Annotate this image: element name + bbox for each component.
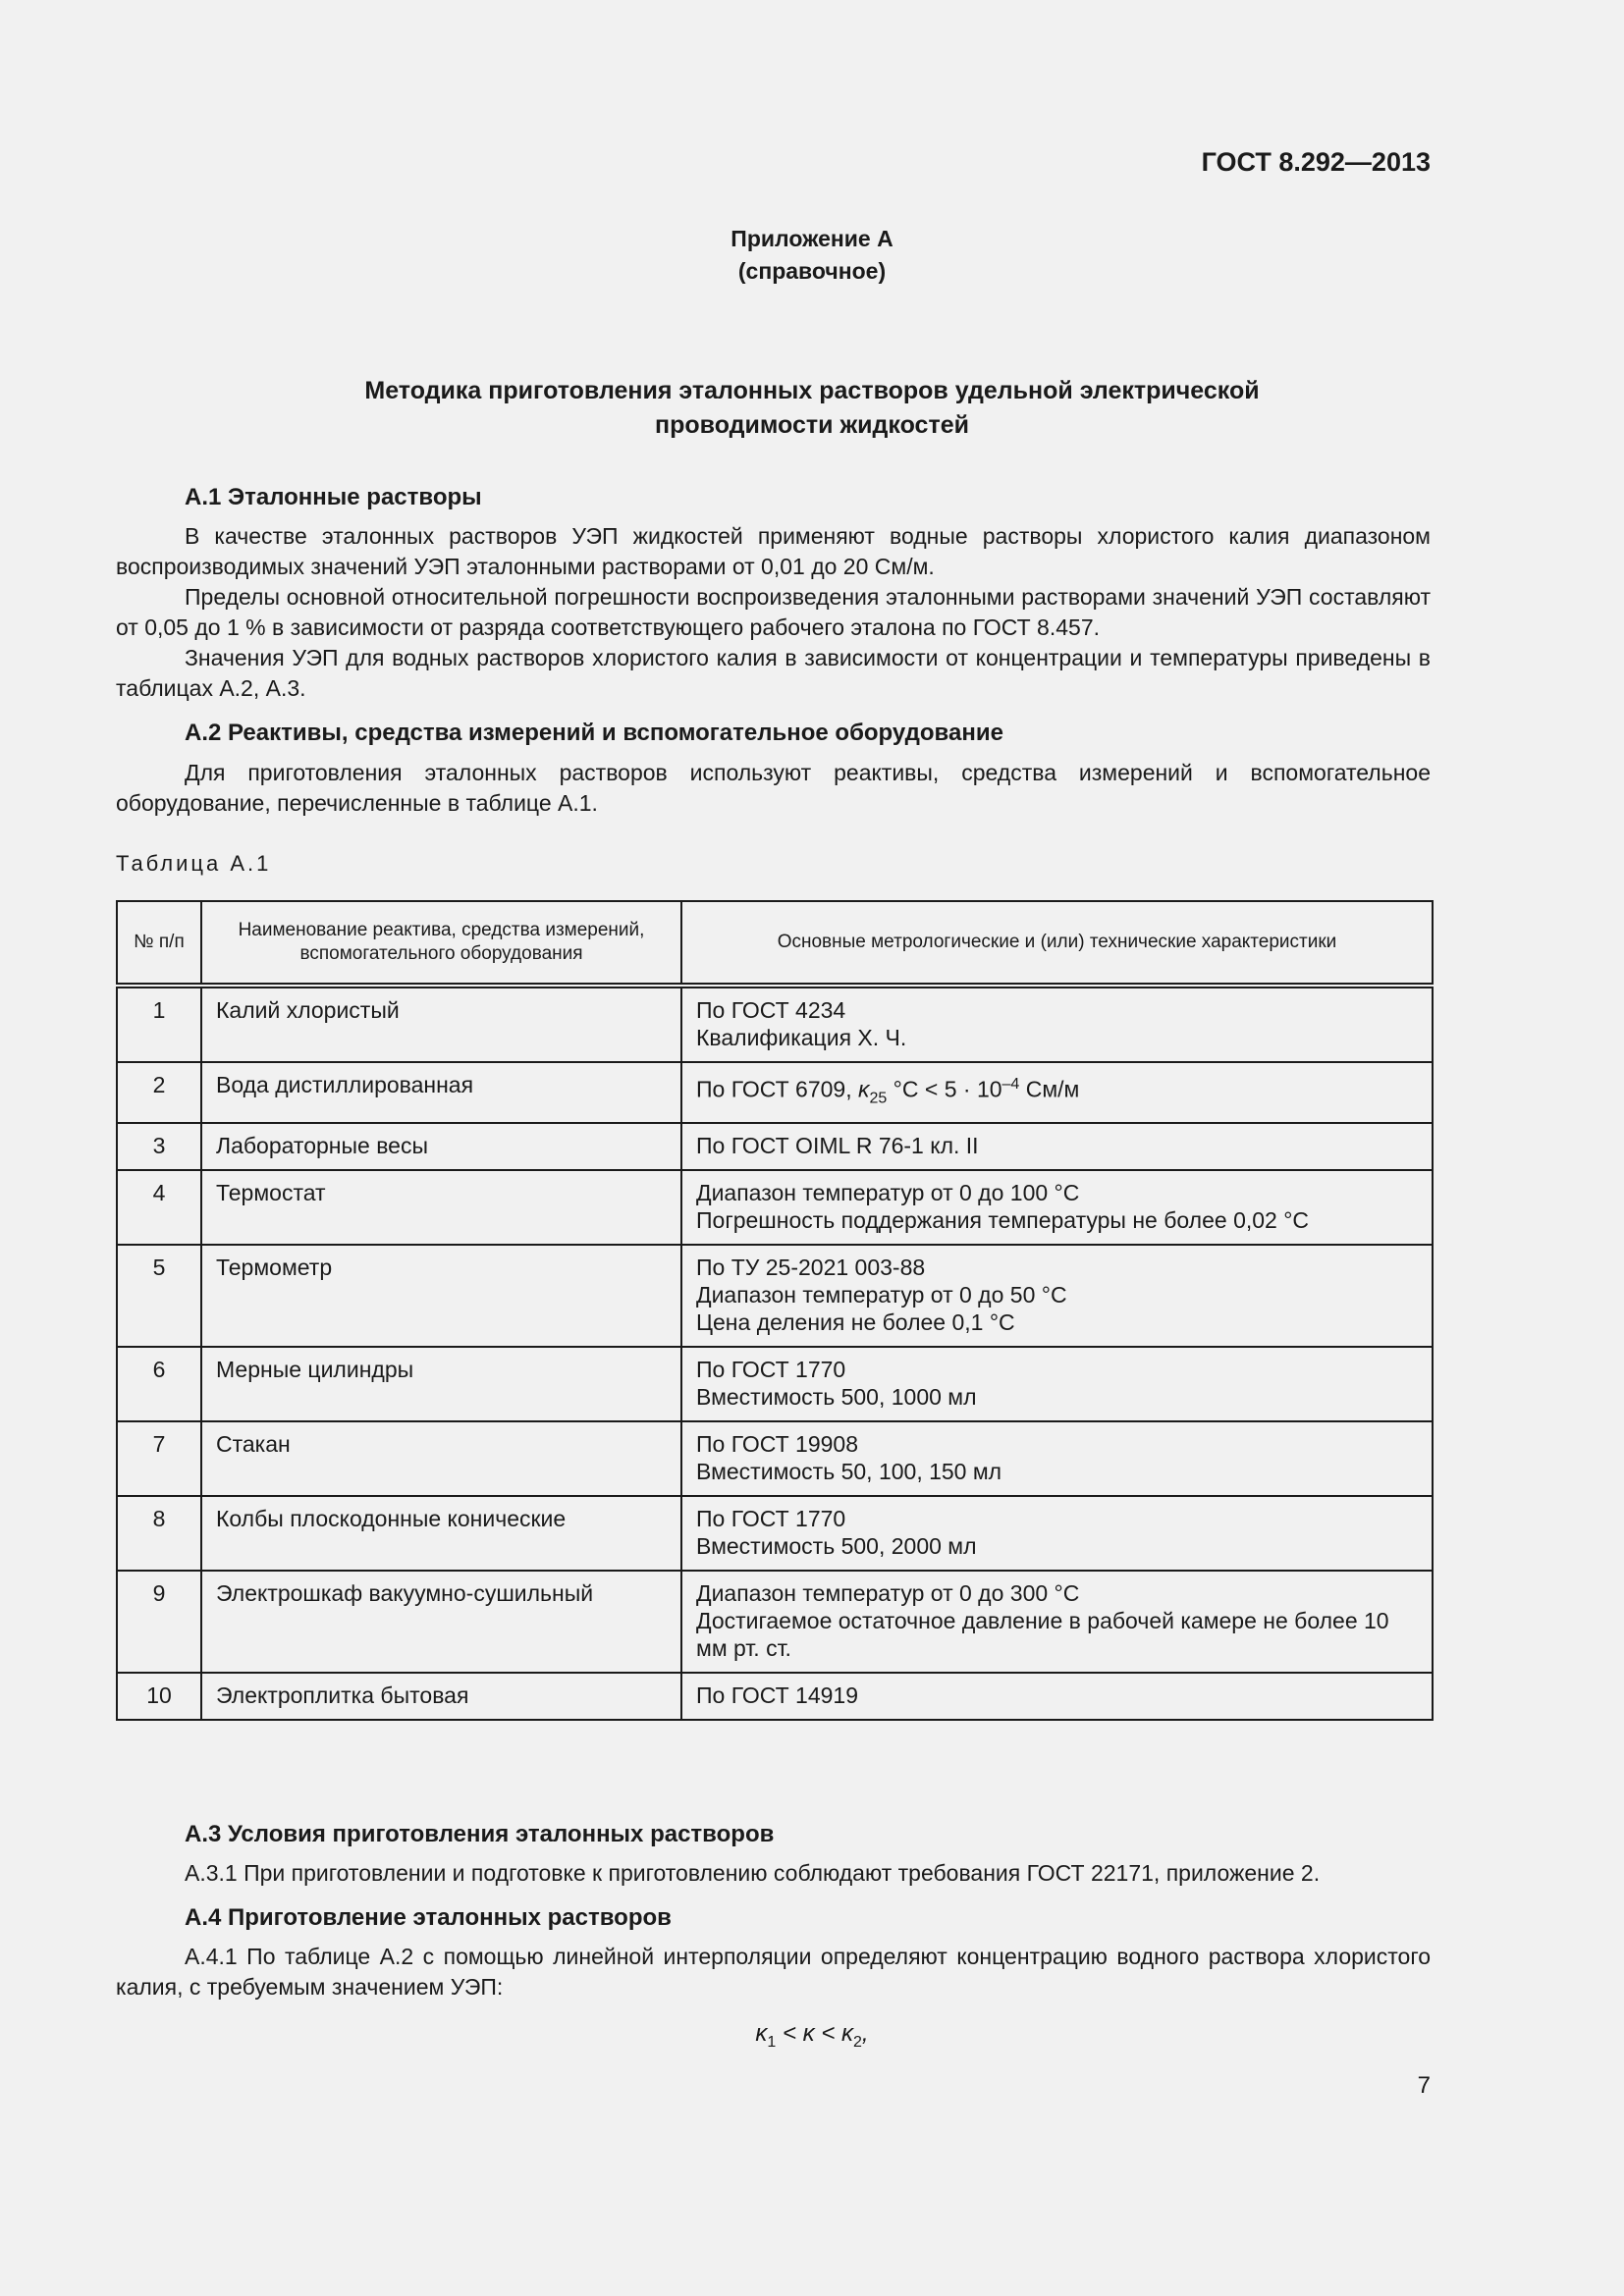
cell-num: 9 bbox=[117, 1571, 201, 1673]
spec-line: Вместимость 50, 100, 150 мл bbox=[696, 1459, 1002, 1485]
cell-name: Электроплитка бытовая bbox=[201, 1673, 681, 1720]
spec-line: Цена деления не более 0,1 °С bbox=[696, 1309, 1015, 1336]
cell-num: 2 bbox=[117, 1062, 201, 1123]
formula bbox=[0, 2020, 1624, 2052]
section-a2-heading: А.2 Реактивы, средства измерений и вспомогательное оборудование bbox=[185, 720, 1003, 746]
spec-pre: По ГОСТ 6709, bbox=[696, 1076, 858, 1102]
spec-line: Диапазон температур от 0 до 50 °С bbox=[696, 1282, 1067, 1308]
spec-line: По ГОСТ 1770 bbox=[696, 1357, 846, 1383]
spec-line: По ТУ 25-2021 003-88 bbox=[696, 1255, 926, 1281]
spec-line: Погрешность поддержания температуры не более 0,02 °С bbox=[696, 1207, 1310, 1234]
section-a4-heading: А.4 Приготовление эталонных растворов bbox=[185, 1904, 672, 1931]
kappa-symbol: κ bbox=[841, 2020, 854, 2047]
spec-line: По ГОСТ 1770 bbox=[696, 1506, 846, 1532]
section-a2-paragraph-1 bbox=[116, 758, 1431, 819]
page-number: 7 bbox=[1417, 2072, 1431, 2099]
equipment-table bbox=[116, 900, 1434, 1721]
cell-specs bbox=[681, 1123, 1433, 1170]
table-row bbox=[117, 1347, 1433, 1421]
cell-name: Лабораторные весы bbox=[201, 1123, 681, 1170]
cell-name: Колбы плоскодонные конические bbox=[201, 1496, 681, 1571]
table-row bbox=[117, 986, 1433, 1062]
cell-num: 10 bbox=[117, 1673, 201, 1720]
table-row bbox=[117, 1062, 1433, 1123]
table-caption: Таблица А.1 bbox=[116, 851, 272, 876]
section-a1-paragraph-3 bbox=[116, 643, 1431, 704]
spec-line: Достигаемое остаточное давление в рабочей камере не более 10 мм рт. ст. bbox=[696, 1608, 1389, 1662]
formula-sub-1: 1 bbox=[767, 2033, 777, 2051]
spec-line: Квалификация Х. Ч. bbox=[696, 1025, 907, 1050]
spec-line: Диапазон температур от 0 до 100 °С bbox=[696, 1180, 1080, 1206]
cell-name: Мерные цилиндры bbox=[201, 1347, 681, 1421]
table-row bbox=[117, 1571, 1433, 1673]
spec-line: По ГОСТ 4234 bbox=[696, 997, 846, 1023]
cell-num: 3 bbox=[117, 1123, 201, 1170]
paragraph-text: Значения УЭП для водных растворов хлористого калия в зависимости от концентрации и температуры приведены в таблицах А.2, А.3. bbox=[116, 645, 1431, 701]
table-header-row bbox=[117, 901, 1433, 986]
annex-title: Приложение А bbox=[731, 226, 893, 251]
formula-sub-2: 2 bbox=[853, 2033, 862, 2051]
cell-specs bbox=[681, 1496, 1433, 1571]
spec-line: Вместимость 500, 1000 мл bbox=[696, 1384, 977, 1411]
section-a3-heading: А.3 Условия приготовления эталонных растворов bbox=[185, 1821, 775, 1847]
cell-num: 6 bbox=[117, 1347, 201, 1421]
cell-specs bbox=[681, 1170, 1433, 1245]
section-a1-heading: А.1 Эталонные растворы bbox=[185, 484, 482, 510]
cell-num: 7 bbox=[117, 1421, 201, 1496]
paragraph-text: А.3.1 При приготовлении и подготовке к приготовлению соблюдают требования ГОСТ 22171, приложение 2. bbox=[185, 1860, 1321, 1886]
spec-sub: 25 bbox=[869, 1090, 888, 1107]
section-a1-paragraph-1 bbox=[116, 521, 1431, 582]
table-row bbox=[117, 1673, 1433, 1720]
spec-post: См/м bbox=[1019, 1076, 1080, 1102]
section-a4-paragraph-1 bbox=[116, 1942, 1431, 2002]
spec-line: По ГОСТ 14919 bbox=[696, 1682, 859, 1709]
paragraph-text: Пределы основной относительной погрешности воспроизведения эталонными растворами значений УЭП составляют от 0,05 до 1 % в зависимости от разряда соответствующего рабочего эталона по ГОСТ 8.457. bbox=[116, 584, 1431, 640]
cell-name: Термостат bbox=[201, 1170, 681, 1245]
cell-specs bbox=[681, 1245, 1433, 1347]
cell-name: Вода дистиллированная bbox=[201, 1062, 681, 1123]
table-row bbox=[117, 1421, 1433, 1496]
kappa-symbol: κ bbox=[802, 2020, 815, 2047]
cell-num: 1 bbox=[117, 986, 201, 1062]
table-row bbox=[117, 1170, 1433, 1245]
document-title-line2: проводимости жидкостей bbox=[655, 411, 969, 439]
table-row bbox=[117, 1496, 1433, 1571]
less-than: < bbox=[814, 2020, 842, 2047]
cell-specs bbox=[681, 1571, 1433, 1673]
paragraph-text: Для приготовления эталонных растворов используют реактивы, средства измерений и вспомогательное оборудование, перечисленные в таблице А.1. bbox=[116, 760, 1431, 816]
less-than: < bbox=[776, 2020, 803, 2047]
spec-line: Вместимость 500, 2000 мл bbox=[696, 1533, 977, 1560]
spec-line: По ГОСТ OIML R 76-1 кл. II bbox=[696, 1133, 979, 1159]
cell-num: 8 bbox=[117, 1496, 201, 1571]
cell-name: Термометр bbox=[201, 1245, 681, 1347]
spec-line: По ГОСТ 19908 bbox=[696, 1431, 859, 1458]
section-a1-paragraph-2 bbox=[116, 582, 1431, 643]
document-title-line1: Методика приготовления эталонных растворов удельной электрической bbox=[364, 377, 1260, 404]
cell-specs bbox=[681, 1673, 1433, 1720]
spec-mid: °С < 5 · 10 bbox=[887, 1076, 1002, 1102]
cell-specs bbox=[681, 986, 1433, 1062]
cell-name: Электрошкаф вакуумно-сушильный bbox=[201, 1571, 681, 1673]
header-specs: Основные метрологические и (или) технические характеристики bbox=[681, 901, 1433, 986]
table-row bbox=[117, 1245, 1433, 1347]
paragraph-text: В качестве эталонных растворов УЭП жидкостей применяют водные растворы хлористого калия диапазоном воспроизводимых значений УЭП эталонными растворами от 0,01 до 20 См/м. bbox=[116, 523, 1431, 579]
cell-name: Стакан bbox=[201, 1421, 681, 1496]
cell-specs bbox=[681, 1347, 1433, 1421]
cell-num: 4 bbox=[117, 1170, 201, 1245]
cell-num: 5 bbox=[117, 1245, 201, 1347]
cell-name: Калий хлористый bbox=[201, 986, 681, 1062]
kappa-symbol: κ bbox=[755, 2020, 768, 2047]
standard-number: ГОСТ 8.292—2013 bbox=[1201, 147, 1431, 177]
cell-specs bbox=[681, 1421, 1433, 1496]
spec-kappa: κ bbox=[858, 1076, 870, 1102]
cell-specs bbox=[681, 1062, 1433, 1123]
section-a3-paragraph-1 bbox=[116, 1858, 1431, 1889]
header-name: Наименование реактива, средства измерений, вспомогательного оборудования bbox=[201, 901, 681, 986]
spec-sup: –4 bbox=[1001, 1076, 1020, 1093]
paragraph-text: А.4.1 По таблице А.2 с помощью линейной интерполяции определяют концентрацию водного раствора хлористого калия, с требуемым значением УЭП: bbox=[116, 1944, 1431, 2000]
formula-comma: , bbox=[861, 2020, 869, 2047]
annex-type: (справочное) bbox=[737, 258, 887, 284]
table-row bbox=[117, 1123, 1433, 1170]
header-num: № п/п bbox=[117, 901, 201, 986]
spec-line: Диапазон температур от 0 до 300 °С bbox=[696, 1580, 1080, 1607]
